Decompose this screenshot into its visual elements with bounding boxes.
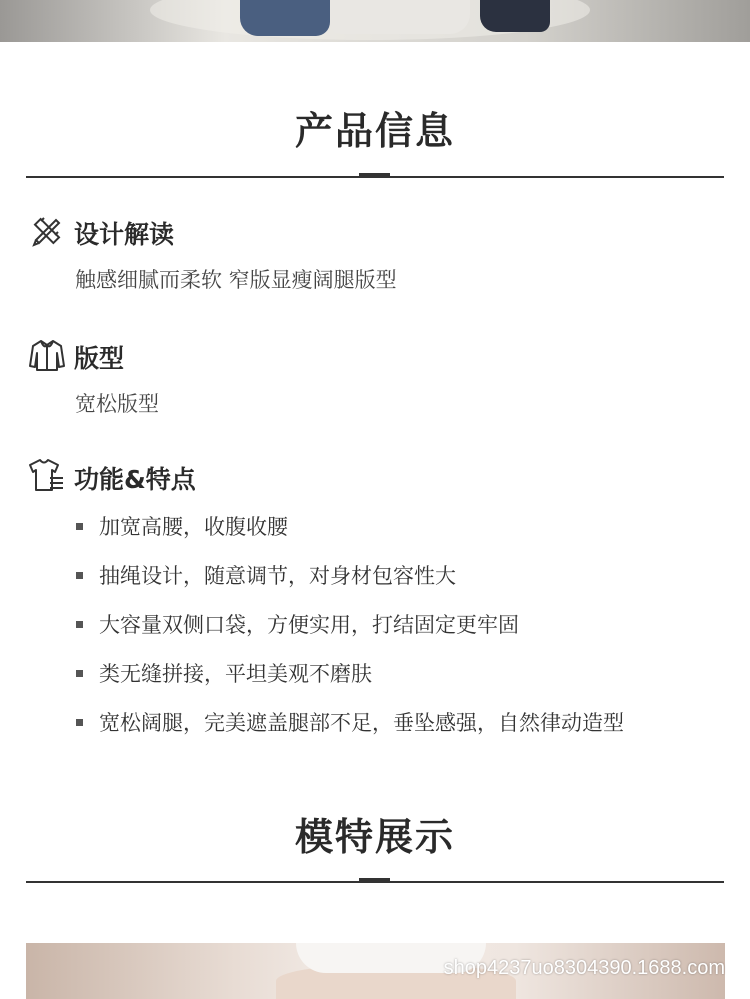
design-text: 触感细腻而柔软 窄版显瘦阔腿版型 (75, 268, 397, 292)
section-divider-mark (359, 878, 390, 882)
bullet-square-icon (76, 719, 83, 726)
jacket-icon (28, 336, 66, 374)
section-title-model-showcase: 模特展示 (294, 815, 455, 859)
section-divider-mark (359, 173, 390, 177)
list-item: 类无缝拼接，平坦美观不磨肤 (74, 656, 624, 705)
section-title-product-info: 产品信息 (294, 109, 455, 153)
bullet-square-icon (76, 572, 83, 579)
design-heading: 设计解读 (74, 220, 175, 249)
list-item: 大容量双侧口袋，方便实用，打结固定更牢固 (74, 607, 624, 656)
fit-heading: 版型 (74, 344, 125, 373)
bullet-square-icon (76, 523, 83, 530)
top-product-photo (0, 0, 750, 42)
fit-text: 宽松版型 (75, 392, 159, 416)
pencil-ruler-icon (28, 212, 66, 250)
tshirt-list-icon (28, 456, 66, 494)
bullet-square-icon (76, 621, 83, 628)
bullet-square-icon (76, 670, 83, 677)
features-heading: 功能&特点 (74, 465, 196, 494)
shop-watermark: shop4237uo8304390.1688.com (443, 957, 725, 979)
list-item: 加宽高腰，收腹收腰 (74, 509, 624, 558)
list-item: 抽绳设计，随意调节，对身材包容性大 (74, 558, 624, 607)
features-list (74, 509, 624, 754)
list-item: 宽松阔腿，完美遮盖腿部不足，垂坠感强，自然律动造型 (74, 705, 624, 754)
